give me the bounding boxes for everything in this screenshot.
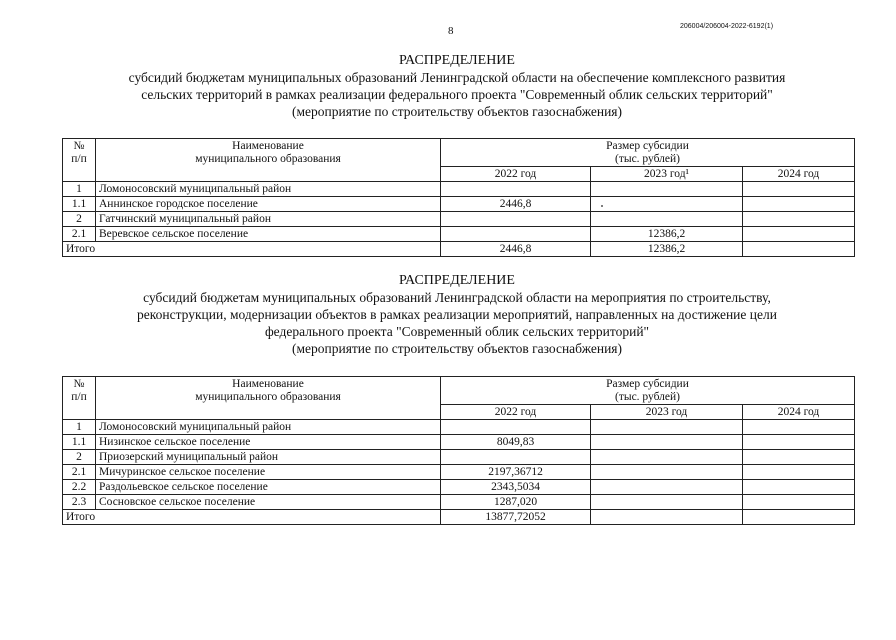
table-row bbox=[63, 495, 855, 510]
value-2023 bbox=[591, 435, 743, 450]
row-name: Мичуринское сельское поселение bbox=[96, 465, 441, 480]
value-2024 bbox=[743, 227, 855, 242]
scan-speck bbox=[601, 205, 603, 207]
table-row bbox=[63, 450, 855, 465]
row-num: 1 bbox=[63, 420, 96, 435]
year-header: 2022 год bbox=[441, 405, 591, 420]
value-2022: 2446,8 bbox=[441, 197, 591, 212]
value-2024 bbox=[743, 182, 855, 197]
value-2023 bbox=[591, 495, 743, 510]
section1-subtitle-line: (мероприятие по строительству объектов газоснабжения) bbox=[291, 104, 623, 119]
total-2024 bbox=[743, 510, 855, 525]
value-2023 bbox=[591, 480, 743, 495]
table-row bbox=[63, 197, 855, 212]
col-num-header: № п/п bbox=[63, 377, 96, 420]
col-name-header: Наименование муниципального образования bbox=[96, 377, 441, 420]
row-num: 2 bbox=[63, 212, 96, 227]
section2-subtitle-line: субсидий бюджетам муниципальных образований Ленинградской области на мероприятия по строительству, bbox=[143, 290, 771, 305]
col-size-header: Размер субсидии (тыс. рублей) bbox=[441, 377, 855, 405]
row-name: Ломоносовский муниципальный район bbox=[96, 420, 441, 435]
value-2022: 1287,020 bbox=[441, 495, 591, 510]
row-name: Веревское сельское поселение bbox=[96, 227, 441, 242]
table-row bbox=[63, 212, 855, 227]
value-2024 bbox=[743, 435, 855, 450]
value-2022 bbox=[441, 182, 591, 197]
row-num: 2.1 bbox=[63, 227, 96, 242]
table-row bbox=[63, 227, 855, 242]
section2-subtitle-line: реконструкции, модернизации объектов в рамках реализации мероприятий, направленных на достижение цели bbox=[137, 307, 777, 322]
value-2022 bbox=[441, 450, 591, 465]
year-header: 2023 год¹ bbox=[591, 167, 743, 182]
table-header-row bbox=[63, 377, 855, 405]
page-number: 8 bbox=[448, 25, 454, 37]
table-row bbox=[63, 435, 855, 450]
row-name: Гатчинский муниципальный район bbox=[96, 212, 441, 227]
row-name: Приозерский муниципальный район bbox=[96, 450, 441, 465]
col-size-header: Размер субсидии (тыс. рублей) bbox=[441, 139, 855, 167]
total-2022: 13877,72052 bbox=[441, 510, 591, 525]
value-2024 bbox=[743, 450, 855, 465]
row-name: Сосновское сельское поселение bbox=[96, 495, 441, 510]
table-total-row bbox=[63, 242, 855, 257]
total-label: Итого bbox=[63, 510, 441, 525]
row-num: 2.2 bbox=[63, 480, 96, 495]
value-2024 bbox=[743, 495, 855, 510]
section2-title: РАСПРЕДЕЛЕНИЕ bbox=[399, 273, 515, 288]
row-num: 2.1 bbox=[63, 465, 96, 480]
total-2023: 12386,2 bbox=[591, 242, 743, 257]
section1-subtitle-line: сельских территорий в рамках реализации федерального проекта "Современный облик сельских территорий" bbox=[141, 87, 773, 102]
value-2022 bbox=[441, 420, 591, 435]
value-2024 bbox=[743, 420, 855, 435]
row-num: 2 bbox=[63, 450, 96, 465]
value-2024 bbox=[743, 197, 855, 212]
value-2022 bbox=[441, 212, 591, 227]
row-name: Раздольевское сельское поселение bbox=[96, 480, 441, 495]
row-name: Ломоносовский муниципальный район bbox=[96, 182, 441, 197]
value-2023 bbox=[591, 420, 743, 435]
table-total-row bbox=[63, 510, 855, 525]
year-header: 2024 год bbox=[743, 167, 855, 182]
row-num: 1.1 bbox=[63, 197, 96, 212]
value-2024 bbox=[743, 212, 855, 227]
total-label: Итого bbox=[63, 242, 441, 257]
section1-title: РАСПРЕДЕЛЕНИЕ bbox=[399, 53, 515, 68]
section1-heading bbox=[60, 52, 854, 120]
total-2024 bbox=[743, 242, 855, 257]
row-num: 1 bbox=[63, 182, 96, 197]
table-row bbox=[63, 480, 855, 495]
value-2023 bbox=[591, 450, 743, 465]
row-num: 2.3 bbox=[63, 495, 96, 510]
value-2022: 2197,36712 bbox=[441, 465, 591, 480]
value-2024 bbox=[743, 465, 855, 480]
value-2023 bbox=[591, 212, 743, 227]
table-row bbox=[63, 420, 855, 435]
table-row bbox=[63, 182, 855, 197]
table-row bbox=[63, 465, 855, 480]
section2-subtitle-line: федерального проекта "Современный облик сельских территорий" bbox=[264, 324, 650, 339]
total-2022: 2446,8 bbox=[441, 242, 591, 257]
value-2023 bbox=[591, 197, 743, 212]
section1-table bbox=[62, 138, 855, 257]
value-2023 bbox=[591, 465, 743, 480]
document-code: 206004/206004-2022-6192(1) bbox=[680, 23, 774, 30]
col-name-header: Наименование муниципального образования bbox=[96, 139, 441, 182]
value-2022: 8049,83 bbox=[441, 435, 591, 450]
value-2024 bbox=[743, 480, 855, 495]
row-name: Низинское сельское поселение bbox=[96, 435, 441, 450]
value-2023 bbox=[591, 182, 743, 197]
value-2023: 12386,2 bbox=[591, 227, 743, 242]
year-header: 2023 год bbox=[591, 405, 743, 420]
total-2023 bbox=[591, 510, 743, 525]
row-name: Аннинское городское поселение bbox=[96, 197, 441, 212]
value-2022 bbox=[441, 227, 591, 242]
year-header: 2024 год bbox=[743, 405, 855, 420]
section1-subtitle-line: субсидий бюджетам муниципальных образований Ленинградской области на обеспечение комплексного развития bbox=[128, 70, 786, 85]
year-header: 2022 год bbox=[441, 167, 591, 182]
col-num-header: № п/п bbox=[63, 139, 96, 182]
row-num: 1.1 bbox=[63, 435, 96, 450]
section2-table bbox=[62, 376, 855, 525]
section2-subtitle-line: (мероприятие по строительству объектов газоснабжения) bbox=[291, 341, 623, 356]
value-2022: 2343,5034 bbox=[441, 480, 591, 495]
section2-heading bbox=[60, 272, 854, 357]
table-header-row bbox=[63, 139, 855, 167]
